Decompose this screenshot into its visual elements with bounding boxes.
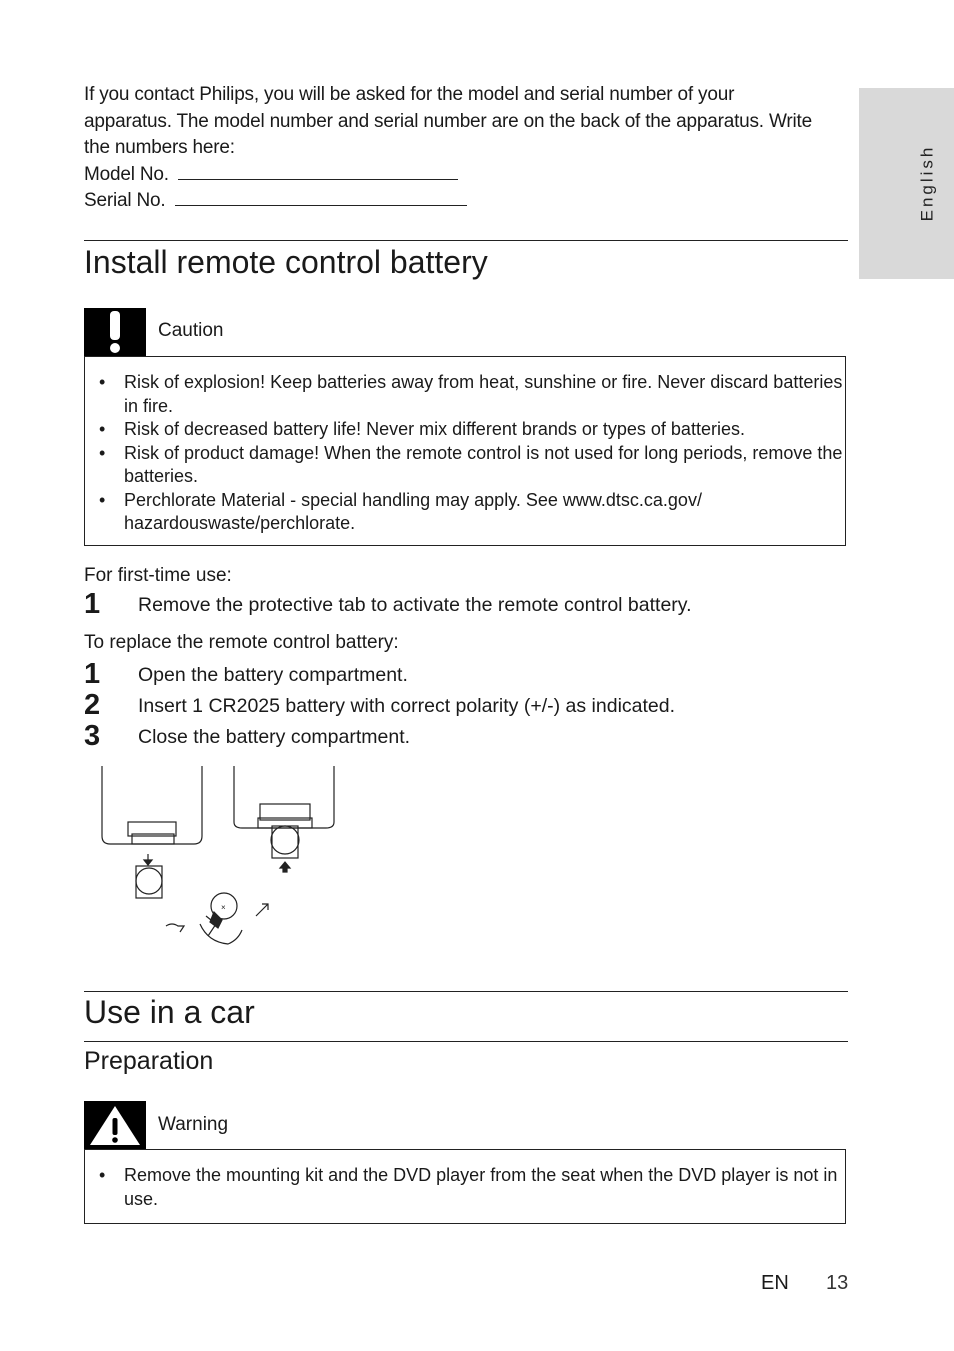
section-title-battery: Install remote control battery [84, 244, 488, 280]
intro-line: apparatus. The model number and serial number are on the back of the apparatus. Write [84, 110, 812, 132]
serial-number-label: Serial No. [84, 190, 171, 211]
step-text: Open the battery compartment. [138, 664, 408, 686]
step-text: Close the battery compartment. [138, 726, 411, 748]
page-number: 13 [826, 1272, 849, 1294]
step-text: Insert 1 CR2025 battery with correct polarity (+/-) as indicated. [138, 695, 676, 717]
caution-box [84, 356, 846, 546]
battery-replacement-illustration [96, 764, 346, 954]
warning-list [85, 1164, 845, 1211]
step-number: 1 [84, 588, 101, 620]
warning-icon-box [84, 1101, 146, 1149]
step-number: 3 [84, 720, 101, 752]
caution-list [85, 371, 845, 536]
intro-line: the numbers here: [84, 137, 235, 158]
section-title-car: Use in a car [84, 994, 255, 1030]
step-number: 1 [84, 658, 101, 690]
model-number-blank [178, 165, 458, 180]
exclamation-icon [84, 308, 146, 356]
language-label: English [917, 144, 937, 222]
serial-number-blank [175, 191, 467, 206]
svg-text:×: × [221, 903, 226, 912]
model-number-field [84, 162, 854, 189]
caution-label: Caution [158, 320, 224, 341]
intro-paragraph [84, 82, 854, 215]
first-use-step [84, 588, 844, 624]
first-use-heading: For first-time use: [84, 565, 232, 586]
subsection-title-preparation: Preparation [84, 1047, 214, 1075]
caution-item: • Risk of explosion! Keep batteries away from heat, sunshine or fire. Never discard batteries in fire. [85, 371, 845, 418]
caution-item: • Risk of decreased battery life! Never mix different brands or types of batteries. [85, 418, 845, 442]
model-number-label: Model No. [84, 163, 174, 185]
replace-heading: To replace the remote control battery: [84, 632, 399, 653]
intro-line: If you contact Philips, you will be asked for the model and serial number of your [84, 84, 735, 105]
warning-triangle-icon [84, 1101, 146, 1149]
replace-step [84, 689, 844, 725]
language-side-tab [859, 88, 954, 279]
section-divider [84, 991, 848, 992]
footer-language-code: EN [761, 1272, 789, 1294]
caution-item: • Perchlorate Material - special handling may apply. See www.dtsc.ca.gov/ hazardouswaste/perchlorate. [85, 489, 845, 536]
section-divider [84, 240, 848, 241]
warning-label: Warning [158, 1114, 229, 1135]
step-number: 2 [84, 689, 101, 721]
subsection-divider [84, 1041, 848, 1042]
caution-item: • Risk of product damage! When the remote control is not used for long periods, remove the batteries. [85, 442, 845, 489]
serial-number-field [84, 188, 854, 215]
warning-item: • Remove the mounting kit and the DVD player from the seat when the DVD player is not in use. [85, 1164, 845, 1211]
replace-step [84, 720, 844, 756]
warning-box [84, 1149, 846, 1224]
caution-icon-box [84, 308, 146, 356]
replace-step [84, 658, 844, 694]
step-text: Remove the protective tab to activate the remote control battery. [138, 594, 692, 616]
